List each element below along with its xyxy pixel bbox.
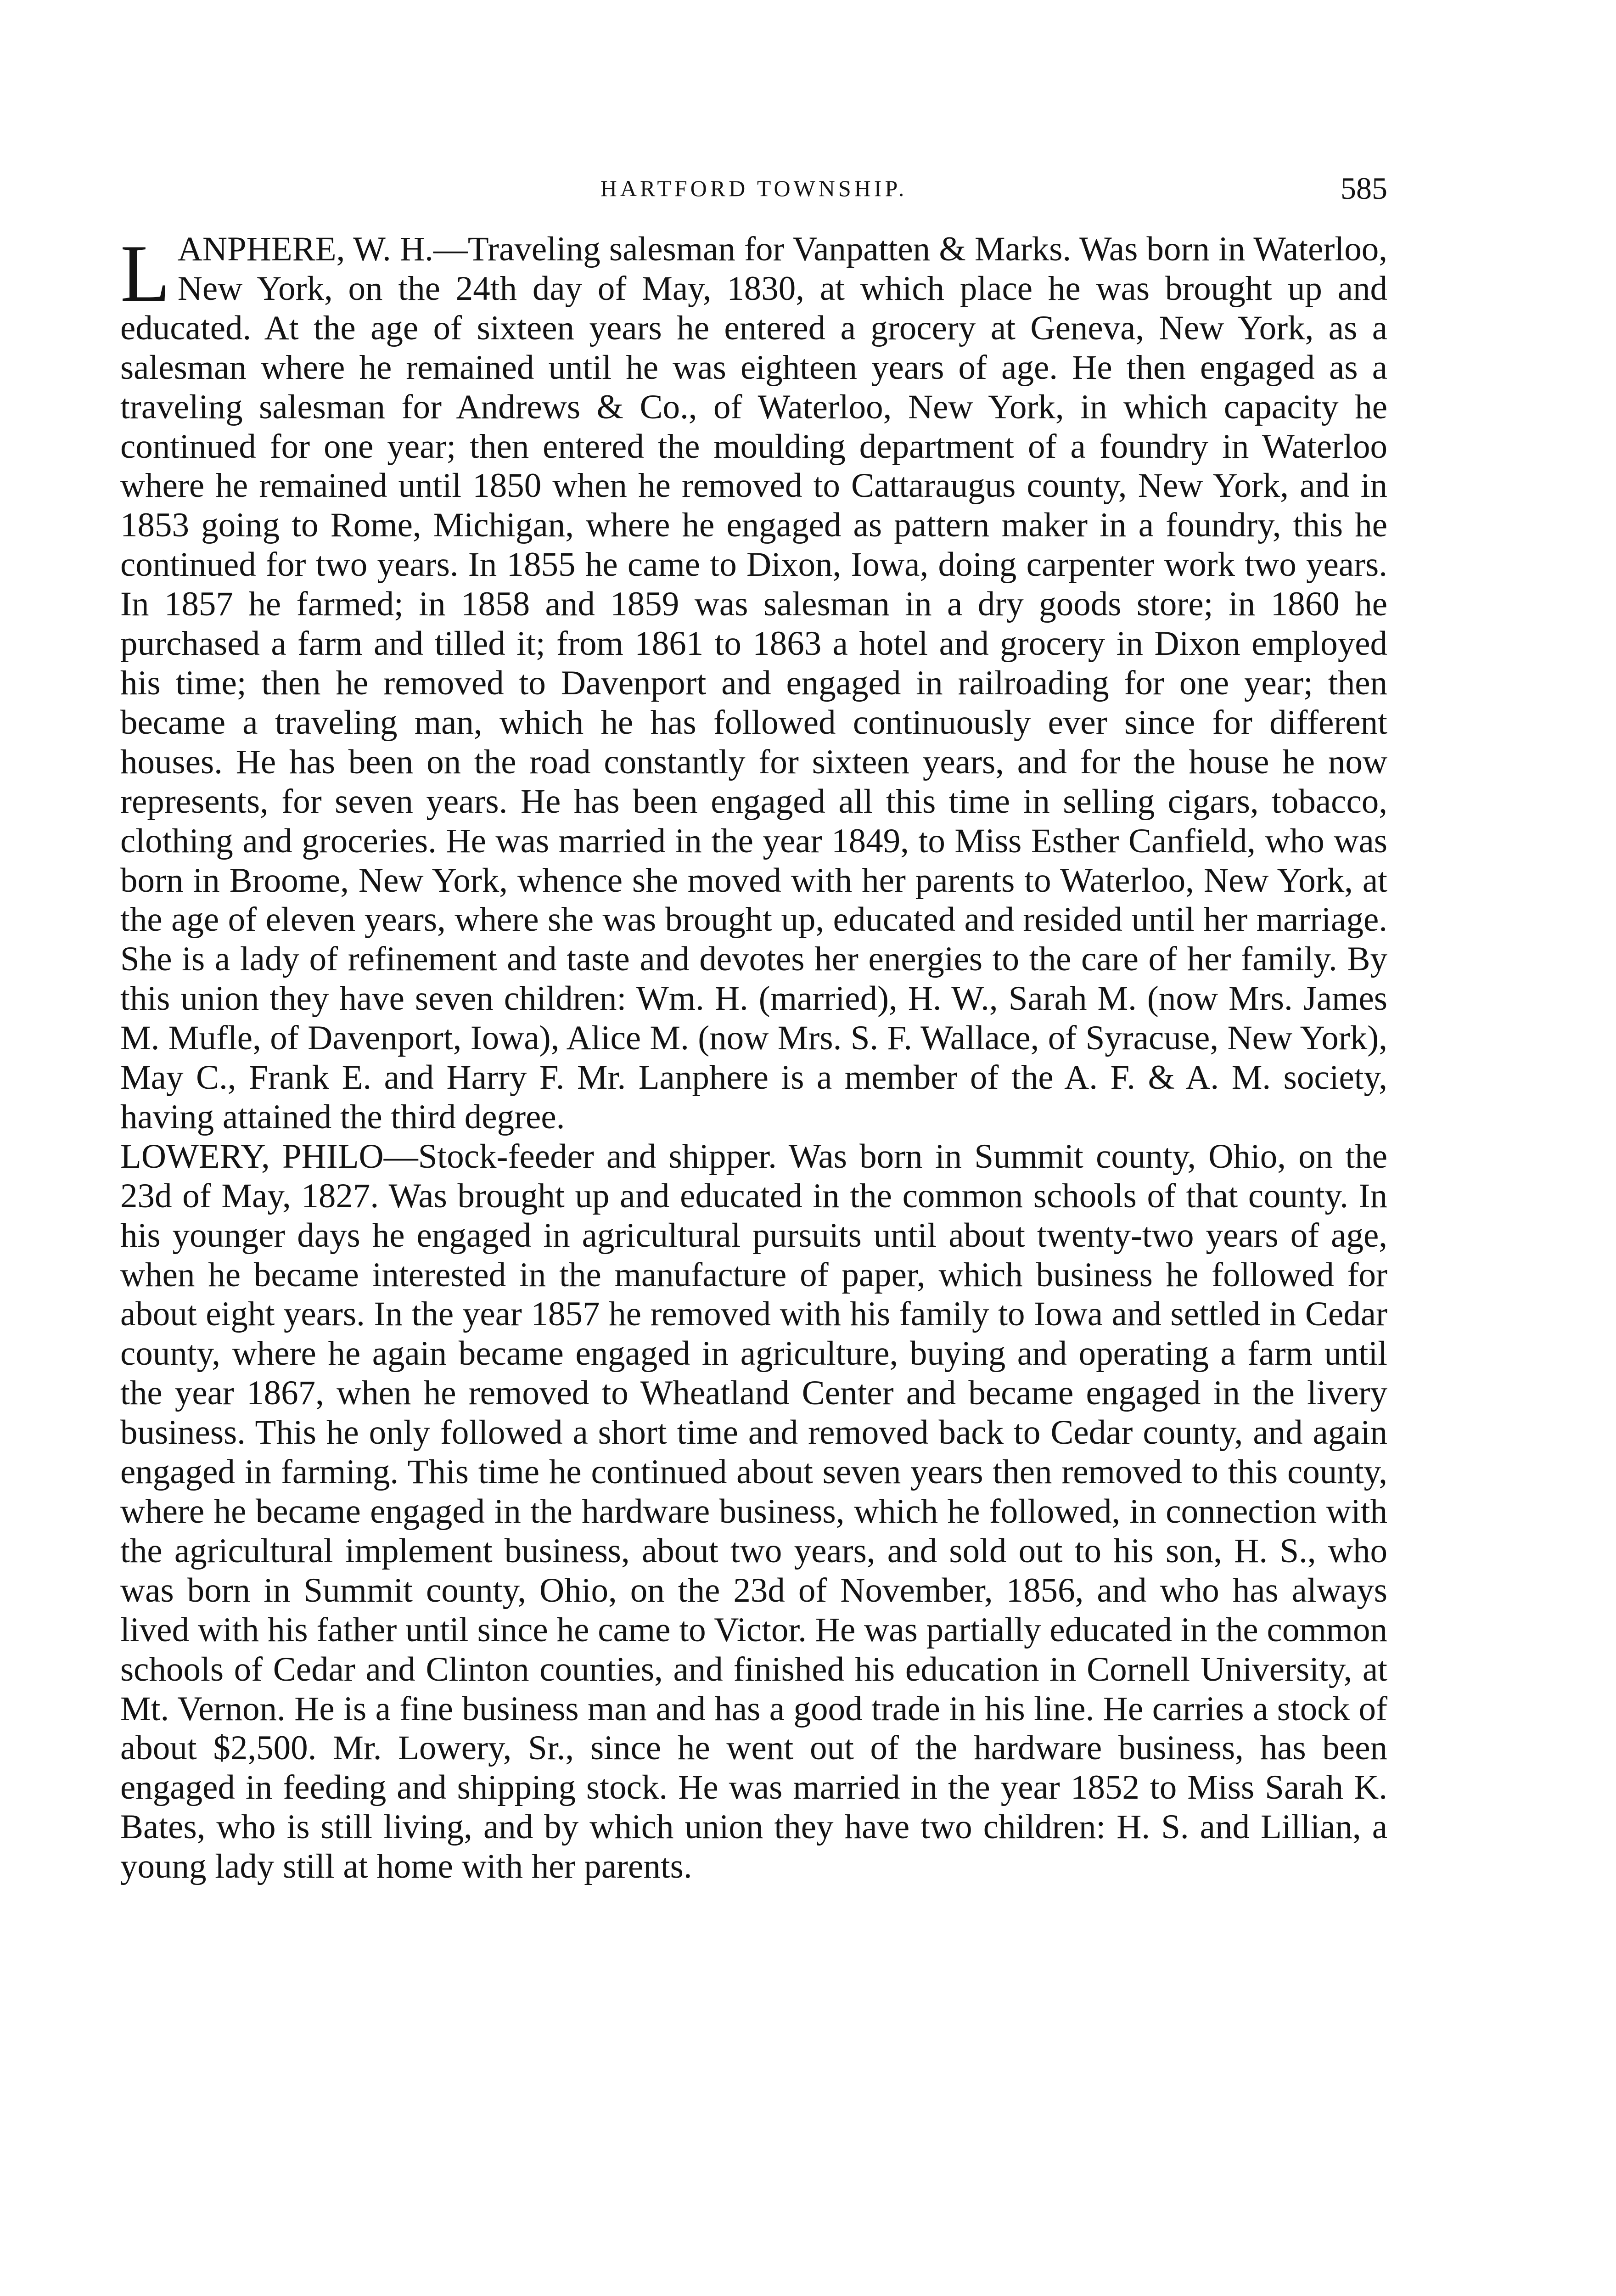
running-title: HARTFORD TOWNSHIP.	[600, 175, 908, 201]
page-number: 585	[1341, 171, 1387, 206]
biography-text-lanphere: ANPHERE, W. H.—Traveling salesman for Vanpatten & Marks. Was born in Waterloo, New York, on the 24th day of May, 1830, at which place he was brought up and educated. At the age of sixteen years he entered a grocery at Geneva, New York, as a salesman where he remained until he was eighteen years of age. He then engaged as a traveling salesman for Andrews & Co., of Waterloo, New York, in which capacity he continued for one year; then entered the moulding department of a foundry in Waterloo where he remained until 1850 when he removed to Cattaraugus county, New York, and in 1853 going to Rome, Michigan, where he engaged as pattern maker in a foundry, this he continued for two years. In 1855 he came to Dixon, Iowa, doing carpenter work two years. In 1857 he farmed; in 1858 and 1859 was salesman in a dry goods store; in 1860 he purchased a farm and tilled it; from 1861 to 1863 a hotel and grocery in Dixon employed his time; then he removed to Davenport and engaged in railroading for one year; then became a traveling man, which he has followed continuously ever since for different houses. He has been on the road constantly for sixteen years, and for the house he now represents, for seven years. He has been engaged all this time in selling cigars, tobacco, clothing and groceries. He was married in the year 1849, to Miss Esther Canfield, who was born in Broome, New York, whence she moved with her parents to Waterloo, New York, at the age of eleven years, where she was brought up, educated and resided until her marriage. She is a lady of refinement and taste and devotes her energies to the care of her family. By this union they have seven children: Wm. H. (married), H. W., Sarah M. (now Mrs. James M. Mufle, of Davenport, Iowa), Alice M. (now Mrs. S. F. Wallace, of Syracuse, New York), May C., Frank E. and Harry F. Mr. Lanphere is a member of the A. F. & A. M. society, having attained the third degree.	[120, 230, 1387, 1136]
biography-entry-lowery	[120, 1137, 1387, 1886]
drop-cap-initial: L	[120, 228, 170, 319]
biography-text-lowery: LOWERY, PHILO—Stock-feeder and shipper. Was born in Summit county, Ohio, on the 23d of May, 1827. Was brought up and educated in the common schools of that county. In his younger days he engaged in agricultural pursuits until about twenty-two years of age, when he became interested in the manufacture of paper, which business he followed for about eight years. In the year 1857 he removed with his family to Iowa and settled in Cedar county, where he again became engaged in agriculture, buying and operating a farm until the year 1867, when he removed to Wheatland Center and became engaged in the livery business. This he only followed a short time and removed back to Cedar county, and again engaged in farming. This time he continued about seven years then removed to this county, where he became engaged in the hardware business, which he followed, in connection with the agricultural implement business, about two years, and sold out to his son, H. S., who was born in Summit county, Ohio, on the 23d of November, 1856, and who has always lived with his father until since he came to Victor. He was partially educated in the common schools of Cedar and Clinton counties, and finished his education in Cornell University, at Mt. Vernon. He is a fine business man and has a good trade in his line. He carries a stock of about $2,500. Mr. Lowery, Sr., since he went out of the hardware business, has been engaged in feeding and shipping stock. He was married in the year 1852 to Miss Sarah K. Bates, who is still living, and by which union they have two children: H. S. and Lillian, a young lady still at home with her parents.	[120, 1137, 1387, 1886]
running-head	[120, 168, 1387, 209]
body-text	[120, 230, 1387, 1886]
biography-entry-lanphere	[120, 230, 1387, 1137]
